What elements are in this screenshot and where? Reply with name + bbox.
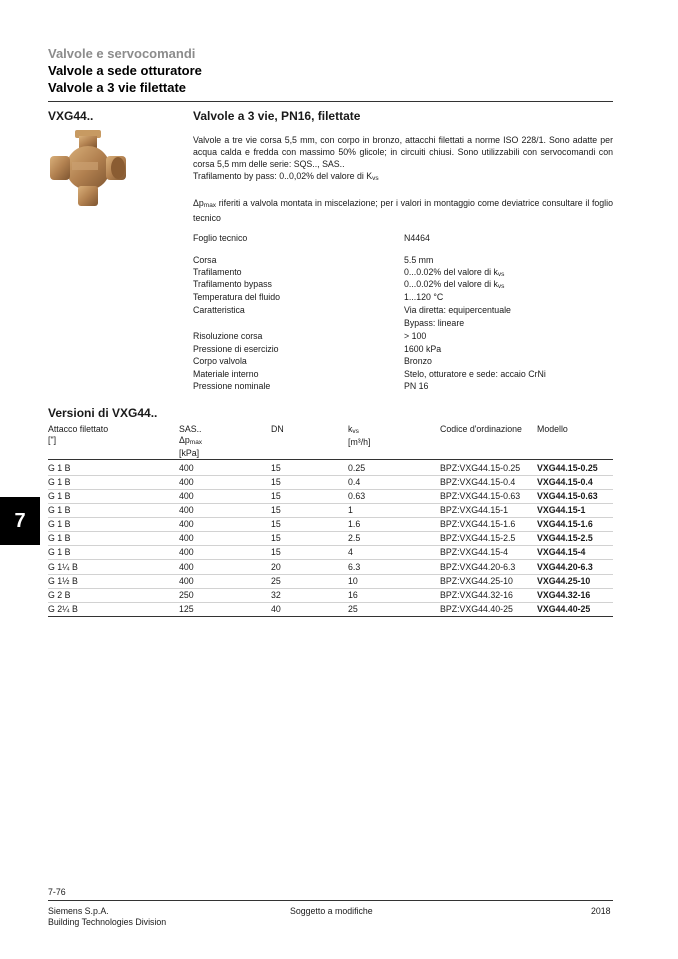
cell-dpmax: 400: [179, 491, 194, 501]
spec-label: Corsa: [193, 255, 217, 265]
cell-dn: 25: [271, 576, 281, 586]
cell-dn: 32: [271, 590, 281, 600]
cell-model: VXG44.15-1.6: [537, 519, 593, 529]
header-title-2: Valvole a 3 vie filettate: [48, 80, 187, 95]
table-row: [48, 574, 613, 589]
cell-order-code: BPZ:VXG44.15-0.63: [440, 491, 521, 501]
cell-model: VXG44.15-2.5: [537, 533, 593, 543]
versions-title: Versioni di VXG44..: [48, 406, 158, 420]
cell-dpmax: 125: [179, 604, 194, 614]
spec-value: Stelo, otturatore e sede: accaio CrNi: [404, 369, 546, 379]
cell-order-code: BPZ:VXG44.15-0.4: [440, 477, 516, 487]
cell-dpmax: 400: [179, 463, 194, 473]
table-row: [48, 560, 613, 575]
page-number: 7-76: [48, 887, 66, 897]
spec-value-2: Bypass: lineare: [404, 318, 465, 328]
kvs-subscript: vs: [372, 175, 379, 182]
cell-kvs: 0.4: [348, 477, 361, 487]
table-row: [48, 531, 613, 546]
cell-order-code: BPZ:VXG44.25-10: [440, 576, 513, 586]
cell-model: VXG44.25-10: [537, 576, 591, 586]
kvs-symbol: k: [348, 424, 353, 434]
cell-kvs: 1.6: [348, 519, 361, 529]
cell-model: VXG44.15-0.25: [537, 463, 598, 473]
cell-dpmax: 400: [179, 533, 194, 543]
table-row: [48, 602, 613, 617]
table-row: [48, 545, 613, 560]
cell-dpmax: 400: [179, 519, 194, 529]
dpmax-note: riferiti a valvola montata in miscelazione; per i valori in montaggio come deviatrice consultare il foglio tecnico: [193, 198, 613, 223]
col-header-kvs-unit: [m³/h]: [348, 437, 371, 447]
col-header-sas: [179, 424, 202, 459]
col-header-kvs: [348, 424, 370, 448]
cell-connection: G 1 B: [48, 547, 71, 557]
table-row: [48, 503, 613, 518]
table-row: [48, 489, 613, 504]
cell-kvs: 25: [348, 604, 358, 614]
cell-order-code: BPZ:VXG44.40-25: [440, 604, 513, 614]
cell-kvs: 2.5: [348, 533, 361, 543]
cell-order-code: BPZ:VXG44.15-0.25: [440, 463, 521, 473]
spec-value: PN 16: [404, 381, 429, 391]
table-row: [48, 588, 613, 603]
col-header-order-code: Codice d'ordinazione: [440, 424, 522, 434]
cell-model: VXG44.15-4: [537, 547, 586, 557]
cell-kvs: 0.25: [348, 463, 366, 473]
cell-kvs: 6.3: [348, 562, 361, 572]
cell-dn: 15: [271, 519, 281, 529]
cell-dpmax: 400: [179, 477, 194, 487]
spec-value: Via diretta: equipercentuale: [404, 305, 511, 315]
cell-model: VXG44.40-25: [537, 604, 591, 614]
chapter-tab: 7: [0, 497, 40, 545]
dpmax-subscript: max: [203, 202, 217, 209]
cell-dn: 20: [271, 562, 281, 572]
table-row: [48, 461, 613, 476]
spec-label: Trafilamento bypass: [193, 279, 272, 289]
header-title-1: Valvole a sede otturatore: [48, 63, 202, 78]
cell-model: VXG44.15-0.4: [537, 477, 593, 487]
col-header-sas-unit: [kPa]: [179, 448, 200, 458]
product-description: [193, 134, 613, 224]
cell-connection: G 1 B: [48, 505, 71, 515]
cell-connection: G 1¼ B: [48, 562, 78, 572]
dpmax-symbol: Δp: [179, 435, 190, 445]
footer-company-division: Building Technologies Division: [48, 917, 167, 927]
spec-label: Foglio tecnico: [193, 233, 248, 243]
spec-value: > 100: [404, 331, 427, 341]
col-header-connection: [48, 424, 108, 446]
cell-model: VXG44.15-0.63: [537, 491, 598, 501]
cell-model: VXG44.32-16: [537, 590, 591, 600]
cell-dpmax: 250: [179, 590, 194, 600]
cell-kvs: 10: [348, 576, 358, 586]
col-header-dpmax: [179, 435, 202, 448]
spec-label: Trafilamento: [193, 267, 242, 277]
cell-dn: 15: [271, 463, 281, 473]
spec-label: Materiale interno: [193, 369, 259, 379]
spec-value: [404, 279, 634, 290]
cell-kvs: 0.63: [348, 491, 366, 501]
spec-value: N4464: [404, 233, 430, 243]
cell-connection: G 1 B: [48, 477, 71, 487]
cell-order-code: BPZ:VXG44.15-1: [440, 505, 508, 515]
cell-dpmax: 400: [179, 547, 194, 557]
spec-label: Pressione di esercizio: [193, 344, 279, 354]
spec-label: Corpo valvola: [193, 356, 247, 366]
spec-value-text: 0...0.02% del valore di k: [404, 267, 498, 277]
col-header-dn: DN: [271, 424, 284, 434]
dpmax-symbol: Δp: [193, 198, 204, 208]
cell-dpmax: 400: [179, 576, 194, 586]
cell-connection: G 2¼ B: [48, 604, 78, 614]
spec-label: Pressione nominale: [193, 381, 271, 391]
spec-label: Caratteristica: [193, 305, 245, 315]
cell-kvs: 4: [348, 547, 353, 557]
footer-notice: Soggetto a modifiche: [290, 906, 373, 916]
spec-label: Risoluzione corsa: [193, 331, 263, 341]
spec-value: Bronzo: [404, 356, 432, 366]
cell-dpmax: 400: [179, 562, 194, 572]
cell-order-code: BPZ:VXG44.32-16: [440, 590, 513, 600]
cell-kvs: 1: [348, 505, 353, 515]
valve-image: [48, 128, 128, 210]
cell-dn: 40: [271, 604, 281, 614]
cell-order-code: BPZ:VXG44.15-1.6: [440, 519, 516, 529]
product-code: VXG44..: [48, 109, 94, 123]
col-header-connection-unit: ["]: [48, 435, 57, 445]
spec-value-sub: vs: [497, 271, 505, 278]
col-header-kvs-label: [348, 424, 370, 437]
cell-connection: G 1 B: [48, 533, 71, 543]
spec-value-text: 0...0.02% del valore di k: [404, 279, 498, 289]
cell-connection: G 2 B: [48, 590, 71, 600]
spec-value: [404, 267, 634, 278]
cell-model: VXG44.15-1: [537, 505, 586, 515]
bypass-leakage-text: Trafilamento by pass: 0..0,02% del valore di K: [193, 171, 373, 181]
cell-kvs: 16: [348, 590, 358, 600]
spec-value: 5.5 mm: [404, 255, 434, 265]
cell-dpmax: 400: [179, 505, 194, 515]
col-header-sas-label: SAS..: [179, 424, 202, 434]
table-header-rule: [48, 459, 613, 460]
cell-order-code: BPZ:VXG44.20-6.3: [440, 562, 516, 572]
product-title: Valvole a 3 vie, PN16, filettate: [193, 109, 361, 123]
header-category: Valvole e servocomandi: [48, 46, 196, 61]
cell-connection: G 1 B: [48, 519, 71, 529]
cell-order-code: BPZ:VXG44.15-4: [440, 547, 508, 557]
cell-order-code: BPZ:VXG44.15-2.5: [440, 533, 516, 543]
footer-rule: [48, 900, 613, 901]
cell-connection: G 1½ B: [48, 576, 78, 586]
table-row: [48, 517, 613, 532]
cell-dn: 15: [271, 477, 281, 487]
cell-dn: 15: [271, 491, 281, 501]
col-header-connection-label: Attacco filettato: [48, 424, 109, 434]
spec-value: 1600 kPa: [404, 344, 442, 354]
header-rule: [48, 101, 613, 102]
footer-company-name: Siemens S.p.A.: [48, 906, 109, 916]
spec-value-sub: vs: [497, 283, 505, 290]
table-row: [48, 475, 613, 490]
col-header-model: Modello: [537, 424, 568, 434]
footer-year: 2018: [591, 906, 611, 916]
cell-dn: 15: [271, 547, 281, 557]
cell-connection: G 1 B: [48, 491, 71, 501]
footer-company: [48, 906, 166, 928]
description-text: Valvole a tre vie corsa 5,5 mm, con corpo in bronzo, attacchi filettati a norme ISO 228/1. Sono adatte per acqua calda e fredda con massimo 50% glicole; in circuiti chiusi. Sono utilizzabili con servocomandi con corsa 5,5 mm delle serie: SQS.., SAS..: [193, 135, 613, 169]
spec-label: Temperatura del fluido: [193, 292, 281, 302]
cell-dn: 15: [271, 533, 281, 543]
dpmax-subscript: max: [189, 439, 203, 446]
spec-value: 1...120 °C: [404, 292, 444, 302]
cell-model: VXG44.20-6.3: [537, 562, 593, 572]
cell-connection: G 1 B: [48, 463, 71, 473]
cell-dn: 15: [271, 505, 281, 515]
kvs-subscript: vs: [352, 428, 359, 435]
